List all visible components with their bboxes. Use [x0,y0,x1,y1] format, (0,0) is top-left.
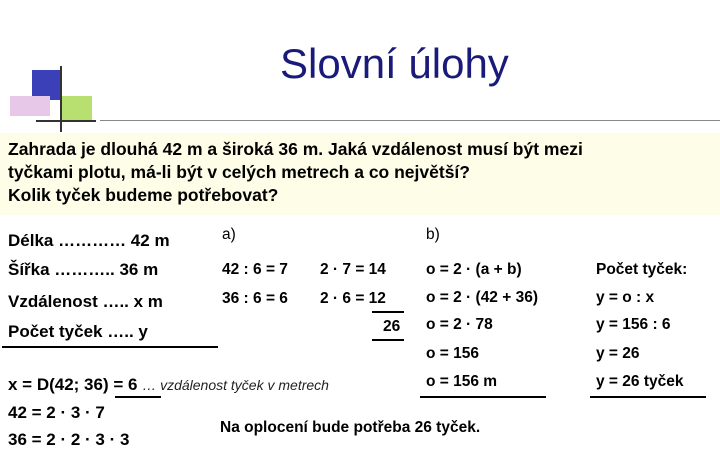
gcd-underline [115,396,161,398]
part-a-div-1: 42 : 6 = 7 [222,261,288,278]
gcd-note: … vzdálenost tyček v metrech [142,377,329,393]
count-substitution: y = 156 : 6 [596,316,671,333]
conclusion: Na oplocení bude potřeba 26 tyček. [220,419,481,436]
part-a-div-2: 36 : 6 = 6 [222,290,288,307]
factorization-42: 42 = 2 · 3 · 7 [8,403,105,422]
perimeter-step: o = 2 · 78 [426,316,493,333]
count-formula: y = o : x [596,289,655,306]
problem-statement [0,133,720,215]
sum-line [372,311,404,313]
decorative-logo [0,60,110,135]
part-a-mul-1: 2 · 7 = 14 [320,261,386,278]
given-count: Počet tyček ….. y [8,322,148,341]
gcd-expression: x = D(42; 36) = 6 [8,375,138,394]
part-b-label: b) [426,226,440,243]
given-distance: Vzdálenost ….. x m [8,292,163,311]
sum-underline [372,339,404,341]
given-length: Délka ………… 42 m [8,231,170,250]
perimeter-value: o = 156 [426,345,479,362]
part-a-mul-2: 2 · 6 = 12 [320,290,386,307]
problem-line-3: Kolik tyček budeme potřebovat? [8,185,279,205]
perimeter-underline [420,396,546,398]
part-a-sum: 26 [383,318,401,335]
givens-underline [2,346,218,348]
count-label: Počet tyček: [596,261,688,278]
perimeter-result: o = 156 m [426,373,498,390]
gcd-equation [8,375,329,395]
count-value: y = 26 [596,345,640,362]
given-width: Šířka ……….. 36 m [8,260,159,279]
problem-line-2: tyčkami plotu, má-li být v celých metrech a co největší? [8,162,470,182]
perimeter-formula: o = 2 · (a + b) [426,261,522,278]
factorization-36: 36 = 2 · 2 · 3 · 3 [8,430,130,449]
count-underline [590,396,706,398]
page-title: Slovní úlohy [280,40,509,87]
count-result: y = 26 tyček [596,373,684,390]
problem-line-1: Zahrada je dlouhá 42 m a široká 36 m. Jaká vzdálenost musí být mezi [8,139,583,159]
perimeter-substitution: o = 2 · (42 + 36) [426,289,538,306]
title-underline [100,120,720,121]
part-a-label: a) [222,226,236,243]
